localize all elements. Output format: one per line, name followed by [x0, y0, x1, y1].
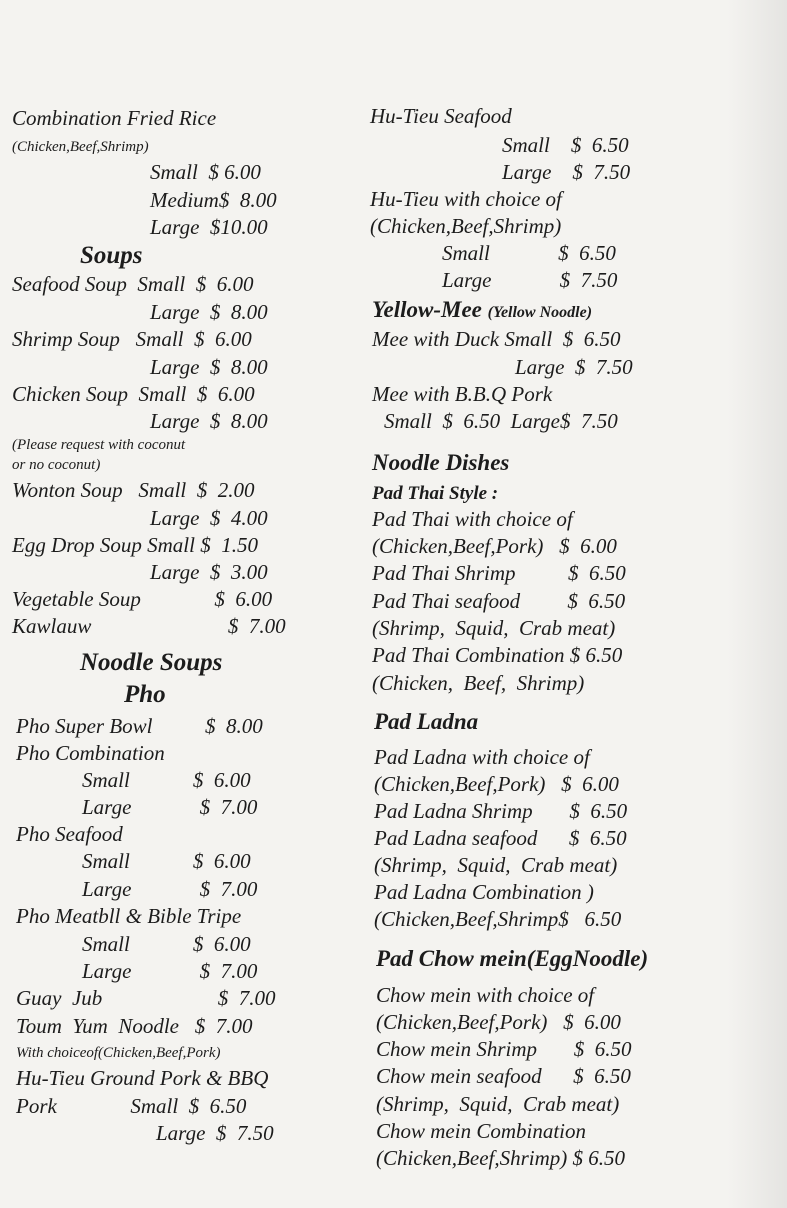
menu-item-hu-tieu-seafood: Hu-Tieu Seafood [370, 104, 512, 128]
price-large: Large $ 8.00 [150, 300, 268, 324]
price-large: Large $ 7.50 [442, 268, 618, 292]
price-large: Large $ 7.00 [82, 959, 258, 983]
price-small: Small $ 6.00 [82, 932, 251, 956]
menu-item-pad-thai-combination: Pad Thai Combination $ 6.50 [372, 643, 623, 667]
price-large: Large $ 3.00 [150, 560, 268, 584]
menu-item-pad-ladna-seafood: Pad Ladna seafood $ 6.50 [374, 826, 627, 850]
menu-item-mee-bbq-pork: Mee with B.B.Q Pork [372, 382, 553, 406]
menu-item-pho-seafood: Pho Seafood [16, 822, 123, 846]
section-heading-noodle-dishes: Noodle Dishes [372, 450, 510, 475]
menu-item-note: (Chicken,Beef,Shrimp) $ 6.50 [376, 1146, 626, 1170]
menu-item-pad-thai-seafood: Pad Thai seafood $ 6.50 [372, 589, 626, 613]
menu-item-vegetable-soup: Vegetable Soup $ 6.00 [12, 587, 273, 611]
price-row: Small $ 6.50 Large$ 7.50 [384, 409, 618, 433]
price-large: Large $ 7.00 [82, 877, 258, 901]
menu-note-coconut: or no coconut) [12, 457, 101, 473]
menu-item-hu-tieu-choice: Hu-Tieu with choice of [370, 187, 562, 211]
menu-item-hu-tieu-ground-pork: Hu-Tieu Ground Pork & BBQ [16, 1066, 269, 1090]
menu-item-toum-yum-noodle: Toum Yum Noodle $ 7.00 [16, 1014, 253, 1038]
menu-item-pho-super-bowl: Pho Super Bowl $ 8.00 [16, 714, 263, 738]
price-row: (Chicken,Beef,Pork) $ 6.00 [376, 1010, 621, 1034]
price-large: Large $ 8.00 [150, 355, 268, 379]
subheading-pad-thai-style: Pad Thai Style : [372, 483, 499, 504]
menu-item-chow-mein-choice: Chow mein with choice of [376, 983, 595, 1007]
menu-item-pad-ladna-combination: Pad Ladna Combination ) [374, 880, 594, 904]
section-heading-soups: Soups [80, 242, 143, 269]
menu-item-shrimp-soup: Shrimp Soup Small $ 6.00 [12, 327, 252, 351]
menu-item-note: (Chicken,Beef,Shrimp$ 6.50 [374, 907, 622, 931]
menu-item-pad-ladna-shrimp: Pad Ladna Shrimp $ 6.50 [374, 799, 628, 823]
price-small: Small $ 6.00 [82, 849, 251, 873]
price-small: Small $ 6.00 [82, 768, 251, 792]
page-edge-shadow [727, 0, 787, 1208]
menu-item-egg-drop-soup: Egg Drop Soup Small $ 1.50 [12, 533, 258, 557]
price-small: Small $ 6.50 [442, 241, 616, 265]
menu-item-note: (Chicken,Beef,Shrimp) [12, 139, 149, 155]
menu-item-pad-thai-choice: Pad Thai with choice of [372, 507, 573, 531]
menu-item-seafood-soup: Seafood Soup Small $ 6.00 [12, 272, 254, 296]
price-large: Large $ 7.50 [502, 160, 631, 184]
price-row: (Chicken,Beef,Pork) $ 6.00 [374, 772, 619, 796]
yellow-mee-subtitle: (Yellow Noodle) [487, 304, 593, 321]
menu-note-coconut: (Please request with coconut [12, 437, 186, 453]
menu-item-chicken-soup: Chicken Soup Small $ 6.00 [12, 382, 255, 406]
menu-item-kawlauw: Kawlauw $ 7.00 [12, 614, 286, 638]
price-small: Small $ 6.50 [502, 133, 629, 157]
price-large: Large $ 7.50 [156, 1121, 274, 1145]
menu-item-wonton-soup: Wonton Soup Small $ 2.00 [12, 478, 255, 502]
price-small: Small $ 6.00 [150, 160, 261, 184]
menu-item-note: (Chicken, Beef, Shrimp) [372, 671, 585, 695]
menu-note-choice: With choiceof(Chicken,Beef,Pork) [16, 1045, 221, 1061]
price-large: Large $ 4.00 [150, 506, 268, 530]
menu-item-pho-meatball: Pho Meatbll & Bible Tripe [16, 904, 242, 928]
price-large: Large $10.00 [150, 215, 268, 239]
section-heading-pad-chow-mein: Pad Chow mein(EggNoodle) [376, 946, 649, 971]
menu-item-note: (Shrimp, Squid, Crab meat) [374, 853, 618, 877]
price-row: (Chicken,Beef,Pork) $ 6.00 [372, 534, 617, 558]
menu-item-pho-combination: Pho Combination [16, 741, 165, 765]
price-large: Large $ 7.00 [82, 795, 258, 819]
section-heading-pho: Pho [124, 681, 166, 708]
menu-item-pad-thai-shrimp: Pad Thai Shrimp $ 6.50 [372, 561, 626, 585]
price-large: Large $ 7.50 [515, 355, 633, 379]
section-heading-yellow-mee [372, 298, 592, 325]
yellow-mee-title: Yellow-Mee [372, 297, 482, 322]
menu-item-note: (Shrimp, Squid, Crab meat) [372, 616, 616, 640]
menu-item-combination-fried-rice: Combination Fried Rice [12, 106, 217, 130]
menu-item-note: (Shrimp, Squid, Crab meat) [376, 1092, 620, 1116]
menu-item-mee-duck: Mee with Duck Small $ 6.50 [372, 327, 621, 351]
menu-item-guay-jub: Guay Jub $ 7.00 [16, 986, 276, 1010]
menu-item-pad-ladna-choice: Pad Ladna with choice of [374, 745, 590, 769]
section-heading-noodle-soups: Noodle Soups [80, 649, 223, 676]
price-medium: Medium$ 8.00 [150, 188, 277, 212]
section-heading-pad-ladna: Pad Ladna [374, 709, 479, 734]
menu-item-chow-mein-combination: Chow mein Combination [376, 1119, 587, 1143]
price-small: Pork Small $ 6.50 [16, 1094, 247, 1118]
menu-item-chow-mein-seafood: Chow mein seafood $ 6.50 [376, 1064, 631, 1088]
price-large: Large $ 8.00 [150, 409, 268, 433]
menu-item-note: (Chicken,Beef,Shrimp) [370, 214, 562, 238]
menu-item-chow-mein-shrimp: Chow mein Shrimp $ 6.50 [376, 1037, 632, 1061]
